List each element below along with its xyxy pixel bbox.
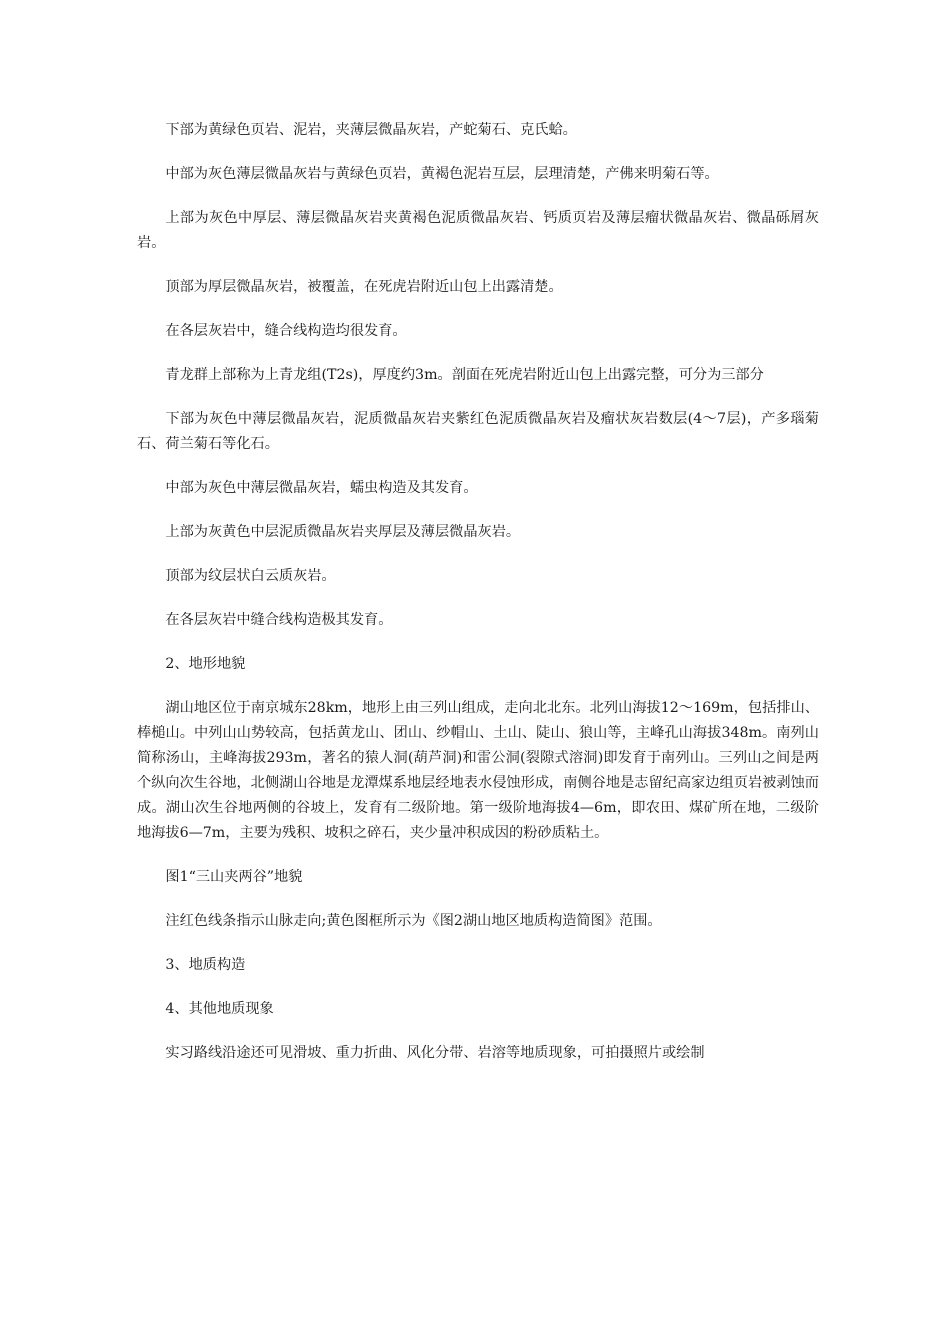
paragraph-lower-part: 下部为灰色中薄层微晶灰岩，泥质微晶灰岩夹紫红色泥质微晶灰岩及瘤状灰岩数层(4～7层)，产多瑙菊石、荷兰菊石等化石。 xyxy=(137,411,819,452)
paragraph-middle-limestone: 中部为灰色薄层微晶灰岩与黄绿色页岩，黄褐色泥岩互层，层理清楚，产佛来明菊石等。 xyxy=(165,166,719,182)
paragraph-upper-part: 上部为灰黄色中层泥质微晶灰岩夹厚层及薄层微晶灰岩。 xyxy=(165,524,521,540)
paragraph-landform-description: 湖山地区位于南京城东28km，地形上由三列山组成，走向北北东。北列山海拔12～169m，包括排山、棒槌山。中列山山势较高，包括黄龙山、团山、纱帽山、土山、陡山、狼山等，主峰孔山海拔348m。南列山简称汤山，主峰海拔293m，著名的猿人洞(葫芦洞)和雷公洞(裂隙式溶洞)即发育于南列山。三列山之间是两个纵向次生谷地，北侧湖山谷地是龙潭煤系地层经地表水侵蚀形成，南侧谷地是志留纪高家边组页岩被剥蚀而成。湖山次生谷地两侧的谷坡上，发育有二级阶地。第一级阶地海拔4—6m，即农田、煤矿所在地，二级阶地海拔6—7m，主要为残积、坡积之碎石，夹少量冲积成因的粉砂质粘土。 xyxy=(137,700,819,841)
paragraph-stylolite-developed: 在各层灰岩中缝合线构造极其发育。 xyxy=(165,612,393,628)
figure-note: 注红色线条指示山脉走向;黄色图框所示为《图2湖山地区地质构造简图》范围。 xyxy=(165,913,662,929)
section-heading-landform: 2、地形地貌 xyxy=(165,656,246,672)
paragraph-other-phenomena: 实习路线沿途还可见滑坡、重力折曲、风化分带、岩溶等地质现象，可拍摄照片或绘制 xyxy=(165,1045,705,1061)
paragraph-lower-shale: 下部为黄绿色页岩、泥岩，夹薄层微晶灰岩，产蛇菊石、克氏蛤。 xyxy=(165,122,577,138)
figure-caption: 图1“三山夹两谷”地貌 xyxy=(165,869,303,885)
paragraph-top-limestone: 顶部为厚层微晶灰岩，被覆盖，在死虎岩附近山包上出露清楚。 xyxy=(165,279,563,295)
section-heading-structure: 3、地质构造 xyxy=(165,957,246,973)
paragraph-top-part: 顶部为纹层状白云质灰岩。 xyxy=(165,568,336,584)
document-body xyxy=(137,118,819,1085)
section-heading-other: 4、其他地质现象 xyxy=(165,1001,274,1017)
paragraph-middle-part: 中部为灰色中薄层微晶灰岩，蠕虫构造及其发育。 xyxy=(165,480,478,496)
paragraph-upper-limestone: 上部为灰色中厚层、薄层微晶灰岩夹黄褐色泥质微晶灰岩、钙质页岩及薄层瘤状微晶灰岩、微晶砾屑灰岩。 xyxy=(137,210,819,251)
paragraph-qinglong-upper: 青龙群上部称为上青龙组(T2s)，厚度约3m。剖面在死虎岩附近山包上出露完整，可分为三部分 xyxy=(165,367,764,383)
paragraph-stylolite: 在各层灰岩中，缝合线构造均很发育。 xyxy=(165,323,407,339)
